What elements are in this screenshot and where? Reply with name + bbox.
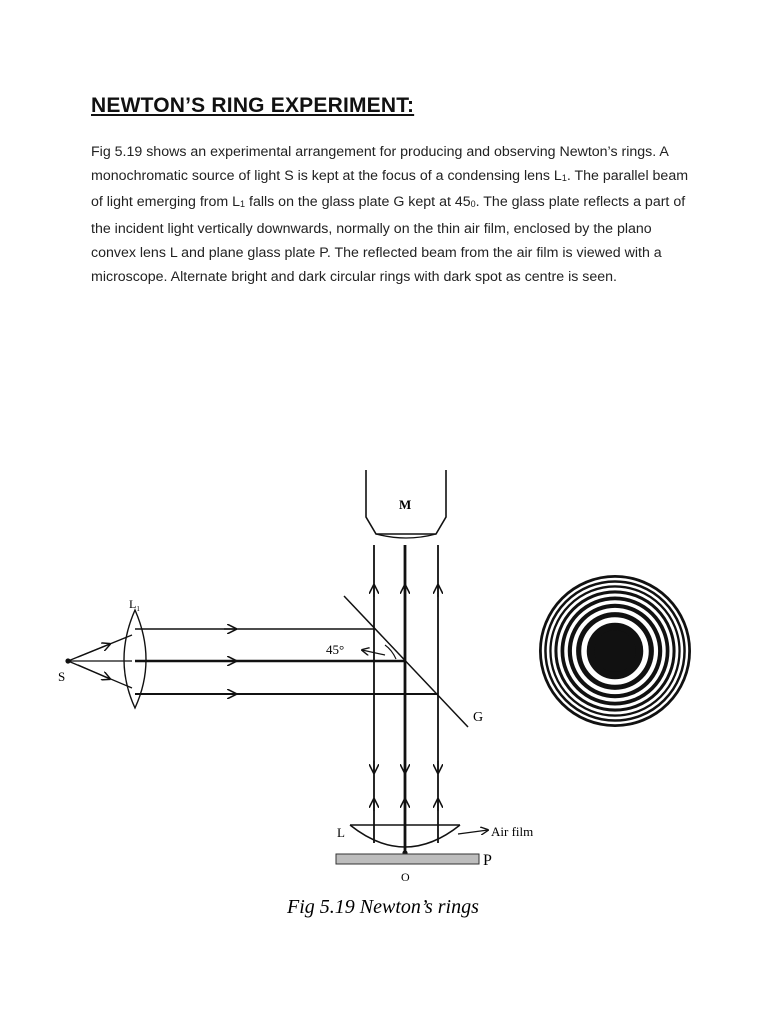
condensing-lens-l1 xyxy=(124,597,146,708)
svg-text:L1: $L_1$ xyxy=(129,597,140,613)
angle-annotation xyxy=(326,642,396,659)
label-g: G xyxy=(473,710,484,725)
vertical-beams xyxy=(374,545,438,852)
plano-convex-lens xyxy=(337,825,460,847)
glass-plate-p xyxy=(336,852,492,869)
label-m: M xyxy=(399,497,412,512)
label-air-film: Air film xyxy=(491,824,534,839)
label-s: S xyxy=(58,669,66,684)
microscope xyxy=(366,470,446,538)
newtons-rings-pattern xyxy=(539,575,691,727)
body-paragraph: Fig 5.19 shows an experimental arrangement for producing and observing Newton’s rings. A monochromatic source of light S is kept at the focus of a condensing lens $L_1$. The parallel beam of light emerging from $L_1$ falls on the glass plate G kept at $45_0$. The glass plate reflects a part of the incident light vertically downwards, normally on the thin air film, enclosed by the plano convex lens L and plane glass plate P. The reflected beam from the air film is viewed with a microscope. Alternate bright and dark circular rings with dark spot as centre is seen. xyxy=(91,144,689,286)
label-p: P xyxy=(483,852,492,869)
page-title: NEWTON’S RING EXPERIMENT: xyxy=(91,94,415,117)
source-rays xyxy=(58,635,132,688)
label-l: L xyxy=(337,825,345,840)
label-angle: 45° xyxy=(326,642,345,657)
figure-caption: Fig 5.19 Newton’s rings xyxy=(287,896,479,918)
label-o: O xyxy=(401,870,410,884)
parallel-beams xyxy=(135,629,438,694)
newtons-rings-figure xyxy=(0,455,768,935)
air-film-annotation xyxy=(458,824,533,839)
